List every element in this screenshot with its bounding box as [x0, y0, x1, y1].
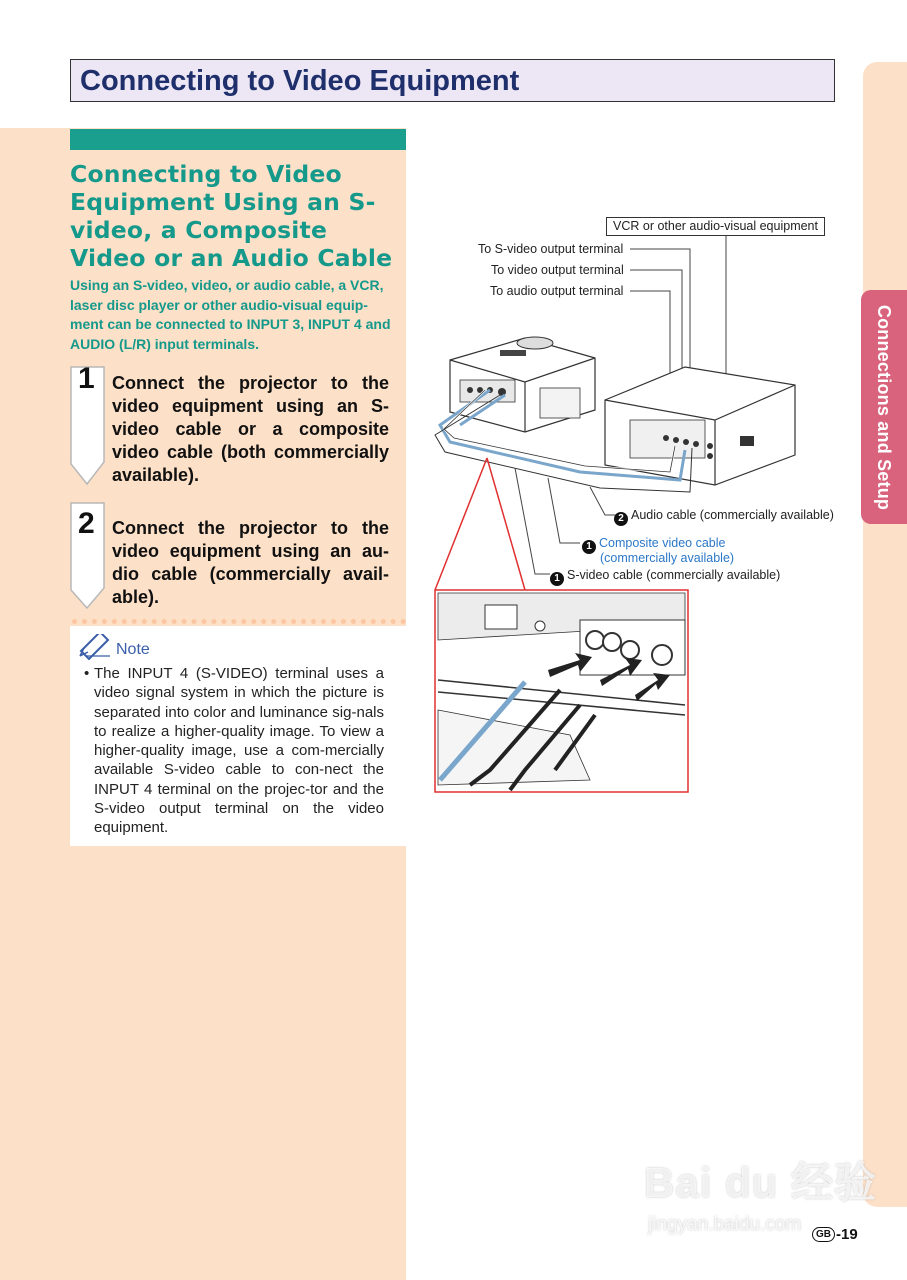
- page-number: [812, 1226, 858, 1243]
- vcr-illustration: [605, 367, 795, 485]
- connection-diagram: [430, 210, 840, 800]
- baidu-watermark-url: jingyan.baidu.com: [648, 1214, 802, 1235]
- vcr-equipment-label: VCR or other audio-visual equipment: [606, 217, 825, 236]
- page-number-text: -19: [836, 1226, 858, 1243]
- note-body: The INPUT 4 (S-VIDEO) terminal uses a video signal system in which the picture is separated into color and luminance sig-nals to realize a higher-quality image. To view a higher-quality image, use a com-mercially available S-video cable to con-nect the INPUT 4 terminal on the projec-tor and the S-video output terminal on the video equipment.: [94, 665, 384, 837]
- note-heading-label: Note: [116, 641, 150, 658]
- terminal-closeup: [435, 590, 688, 792]
- dotted-divider: [72, 619, 406, 624]
- section-title: Connecting to Video Equipment Using an S-video, a Composite Video or an Audio Cable: [70, 160, 393, 272]
- audio-output-terminal-label: To audio output terminal: [490, 284, 624, 298]
- section-intro: Using an S-video, video, or audio cable, a VCR, laser disc player or other audio-visual equip-ment can be connected to INPUT 3, INPUT 4 and AUDIO (L/R) input terminals.: [70, 277, 391, 352]
- side-tab-label: Connections and Setup: [874, 304, 895, 510]
- side-tab-connections[interactable]: [861, 290, 907, 524]
- svideo-cable-text: S-video cable (commercially available): [567, 568, 781, 582]
- note-heading: [78, 634, 150, 660]
- right-margin-tab: [863, 62, 907, 1207]
- svideo-cable-number: 1: [550, 572, 564, 586]
- note-bullet: •: [84, 665, 90, 682]
- composite-cable-line2: (commercially available): [600, 551, 735, 565]
- step-1-text: Connect the projector to the video equipment using an S-video cable or a composite video cable (both commercially available).: [112, 373, 389, 485]
- svideo-output-terminal-label: To S-video output terminal: [478, 242, 624, 256]
- svideo-cable-label: [550, 568, 780, 586]
- callout-leader-lines: [435, 458, 525, 590]
- step-2-number: 2: [78, 507, 95, 540]
- svideo-cable-leader: [515, 468, 550, 574]
- step-2-text: Connect the projector to the video equipment using an au-dio cable (commercially avail-able).: [112, 518, 389, 607]
- video-output-terminal-label: To video output terminal: [491, 263, 624, 277]
- step-1-number: 1: [78, 362, 95, 395]
- section-accent-bar: [70, 129, 406, 150]
- page-title: Connecting to Video Equipment: [80, 65, 520, 97]
- composite-cable-number: 1: [582, 540, 596, 554]
- region-badge: GB: [812, 1227, 835, 1242]
- audio-cable-number: 2: [614, 512, 628, 526]
- audio-cable-label: [614, 508, 834, 526]
- composite-cable-leader: [548, 478, 580, 543]
- baidu-watermark: Bai du 经验: [644, 1159, 878, 1206]
- audio-cable-text: Audio cable (commercially available): [631, 508, 834, 522]
- pencil-note-icon: [78, 634, 112, 660]
- note-text: [84, 664, 384, 838]
- composite-cable-line1: Composite video cable: [599, 536, 726, 550]
- page-header: [70, 59, 835, 102]
